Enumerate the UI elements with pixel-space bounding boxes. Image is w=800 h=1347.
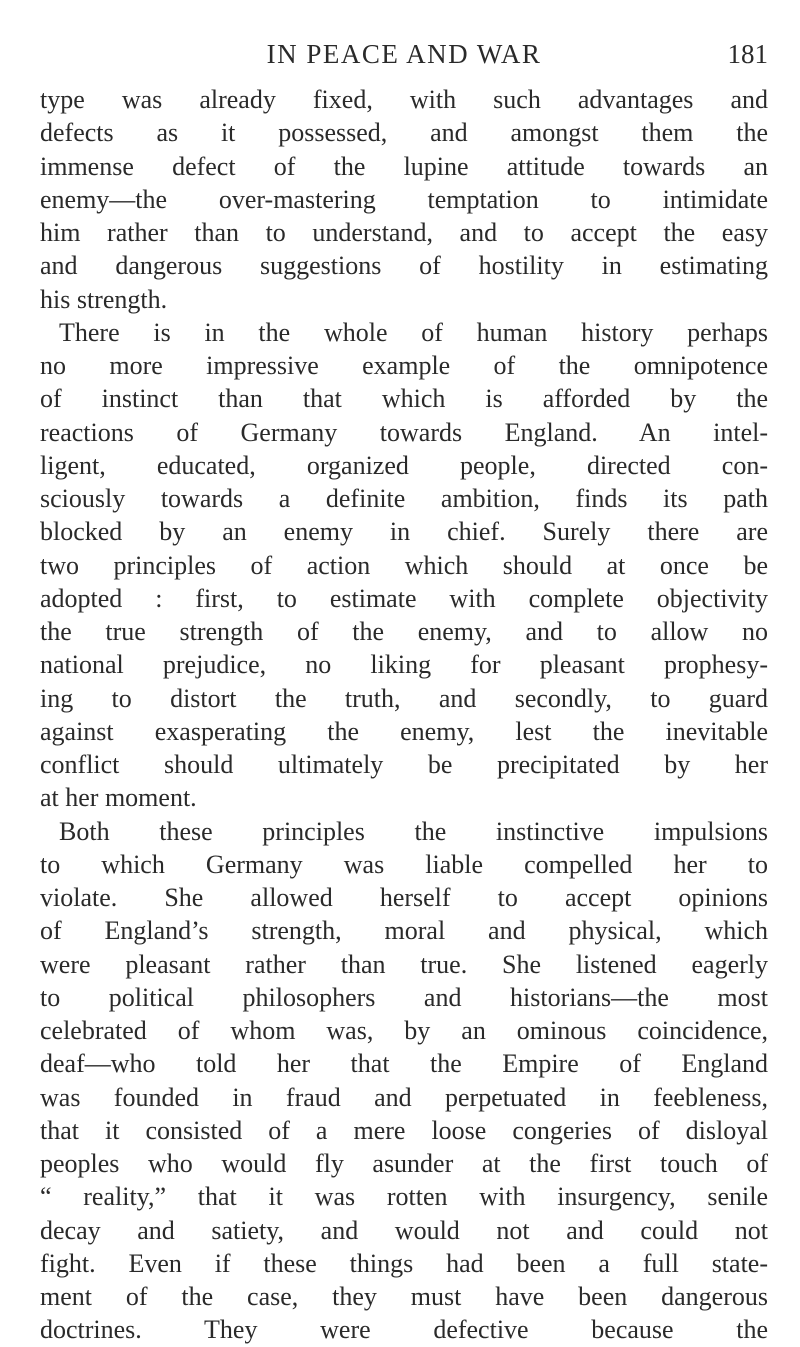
text-line: no more impressive example of the omnipotence xyxy=(40,351,768,380)
text-line: national prejudice, no liking for pleasant prophesy- xyxy=(40,650,768,680)
text-line: fight. Even if these things had been a full state- xyxy=(40,1248,768,1278)
text-line: of instinct than that which is afforded by the xyxy=(40,384,768,414)
text-line: immense defect of the lupine attitude towards an xyxy=(40,151,768,181)
text-line: to which Germany was liable compelled her to xyxy=(40,849,768,879)
text-line: two principles of action which should at once be xyxy=(40,550,768,580)
text-line: the true strength of the enemy, and to allow no xyxy=(40,617,768,646)
text-line: conflict should ultimately be precipitated by her xyxy=(40,750,768,779)
text-line: his strength. xyxy=(40,284,168,314)
text-line: reactions of Germany towards England. An intel- xyxy=(40,417,768,447)
text-line: defects as it possessed, and amongst them the xyxy=(40,118,768,148)
text-line: ligent, educated, organized people, directed con- xyxy=(40,450,768,480)
text-line: Both these principles the instinctive impulsions xyxy=(59,816,768,846)
text-line: and dangerous suggestions of hostility in estimating xyxy=(40,251,768,281)
text-line: sciously towards a definite ambition, finds its path xyxy=(40,484,768,513)
text-line: to political philosophers and historians—the most xyxy=(40,982,768,1012)
text-line: of England’s strength, moral and physical, which xyxy=(40,916,768,946)
text-line: enemy—the over-mastering temptation to intimidate xyxy=(40,184,768,214)
text-line: “ reality,” that it was rotten with insurgency, senile xyxy=(40,1182,768,1212)
text-line: him rather than to understand, and to accept the easy xyxy=(40,218,768,247)
text-line: celebrated of whom was, by an ominous coincidence, xyxy=(40,1016,768,1045)
text-line: that it consisted of a mere loose congeries of disloyal xyxy=(40,1115,768,1145)
text-line: peoples who would fly asunder at the first touch of xyxy=(40,1149,768,1178)
text-line: was founded in fraud and perpetuated in feebleness, xyxy=(40,1082,768,1112)
text-line: blocked by an enemy in chief. Surely there are xyxy=(40,517,768,547)
text-line: at her moment. xyxy=(40,783,197,813)
text-line: deaf—who told her that the Empire of England xyxy=(40,1049,768,1079)
text-line: type was already fixed, with such advantages and xyxy=(40,85,768,114)
text-line: violate. She allowed herself to accept opinions xyxy=(40,883,768,912)
text-line: decay and satiety, and would not and could not xyxy=(40,1215,768,1245)
running-title: IN PEACE AND WAR xyxy=(266,39,542,69)
text-line: adopted : first, to estimate with complete objectivity xyxy=(40,583,768,613)
text-line: ing to distort the truth, and secondly, to guard xyxy=(40,683,768,713)
page-number: 181 xyxy=(727,39,768,69)
text-line: against exasperating the enemy, lest the inevitable xyxy=(40,716,768,746)
body-text xyxy=(40,83,768,1347)
running-head xyxy=(40,34,768,74)
text-line: ment of the case, they must have been dangerous xyxy=(40,1282,768,1311)
text-line: doctrines. They were defective because the xyxy=(40,1315,768,1345)
text-line: There is in the whole of human history perhaps xyxy=(59,317,768,347)
text-line: were pleasant rather than true. She listened eagerly xyxy=(40,949,768,979)
